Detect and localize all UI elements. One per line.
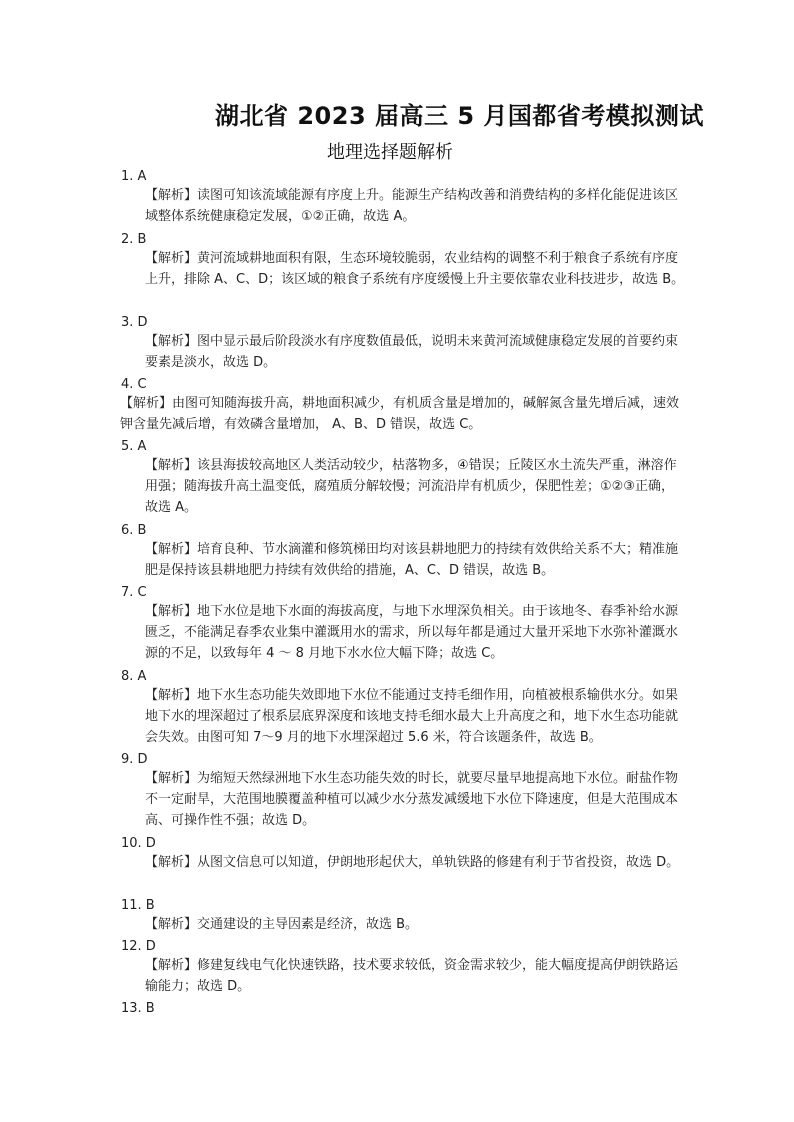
answer-analysis-1: 【解析】读图可知该流域能源有序度上升。能源生产结构改善和消费结构的多样化能促进该区域整体系统健康稳定发展，①②正确，故选 A。 [145, 188, 679, 224]
answer-analysis-11: 【解析】交通建设的主导因素是经济，故选 B。 [145, 917, 419, 932]
answer-number-9: 9. D [121, 752, 148, 767]
answer-number-10: 10. D [121, 836, 156, 851]
answer-number-11: 11. B [121, 898, 155, 913]
answer-number-3: 3. D [121, 315, 148, 330]
answer-analysis-5: 【解析】该县海拔较高地区人类活动较少，枯落物多，④错误；丘陵区水土流失严重，淋溶作用强；随海拔升高土温变低，腐殖质分解较慢；河流沿岸有机质少，保肥性差；①②③正确，故选 A。 [145, 458, 677, 515]
answer-number-8: 8. A [121, 669, 147, 684]
answer-analysis-8: 【解析】地下水生态功能失效即地下水位不能通过支持毛细作用，向植被根系输供水分。如果地下水的埋深超过了根系层底界深度和该地支持毛细水最大上升高度之和，地下水生态功能就会失效。由图可知 7～9 月的地下水埋深超过 5.6 米，符合该题条件，故选 B。 [145, 688, 679, 745]
answer-analysis-12: 【解析】修建复线电气化快速铁路，技术要求较低，资金需求较少，能大幅度提高伊朗铁路运输能力；故选 D。 [145, 958, 679, 994]
answer-analysis-2: 【解析】黄河流域耕地面积有限，生态环境较脆弱，农业结构的调整不利于粮食子系统有序度上升，排除 A、C、D；该区域的粮食子系统有序度缓慢上升主要依靠农业科技进步，故选 B。 [145, 251, 685, 287]
answer-analysis-4: 【解析】由图可知随海拔升高，耕地面积减少，有机质含量是增加的，碱解氮含量先增后减，速效钾含量先减后增，有效磷含量增加， A、B、D 错误，故选 C。 [120, 396, 680, 432]
document-title: 湖北省 2023 届高三 5 月国都省考模拟测试 [215, 102, 704, 130]
answer-number-2: 2. B [121, 232, 147, 247]
document-subtitle: 地理选择题解析 [327, 142, 453, 163]
answer-number-7: 7. C [121, 585, 147, 600]
answer-analysis-3: 【解析】图中显示最后阶段淡水有序度数值最低，说明未来黄河流域健康稳定发展的首要约束要素是淡水，故选 D。 [145, 334, 679, 370]
answer-number-5: 5. A [121, 439, 147, 454]
answer-analysis-10: 【解析】从图文信息可以知道，伊朗地形起伏大，单轨铁路的修建有利于节省投资，故选 D。 [145, 855, 680, 870]
answer-number-4: 4. C [121, 377, 147, 392]
answer-analysis-7: 【解析】地下水位是地下水面的海拔高度，与地下水埋深负相关。由于该地冬、春季补给水源匮乏，不能满足春季农业集中灌溉用水的需求，所以每年都是通过大量开采地下水弥补灌溉水源的不足，以致每年 4 ～ 8 月地下水水位大幅下降；故选 C。 [145, 604, 679, 661]
answer-number-6: 6. B [121, 523, 147, 538]
answer-number-1: 1. A [121, 169, 147, 184]
answer-analysis-6: 【解析】培育良种、节水滴灌和修筑梯田均对该县耕地肥力的持续有效供给关系不大；精准施肥是保持该县耕地肥力持续有效供给的措施，A、C、D 错误，故选 B。 [145, 542, 679, 578]
answer-analysis-9: 【解析】为缩短天然绿洲地下水生态功能失效的时长，就要尽量早地提高地下水位。耐盐作物不一定耐旱，大范围地膜覆盖种植可以减少水分蒸发减缓地下水位下降速度，但是大范围成本高、可操作性不强；故选 D。 [145, 771, 679, 828]
answer-number-13: 13. B [121, 1001, 155, 1016]
answer-number-12: 12. D [121, 939, 156, 954]
